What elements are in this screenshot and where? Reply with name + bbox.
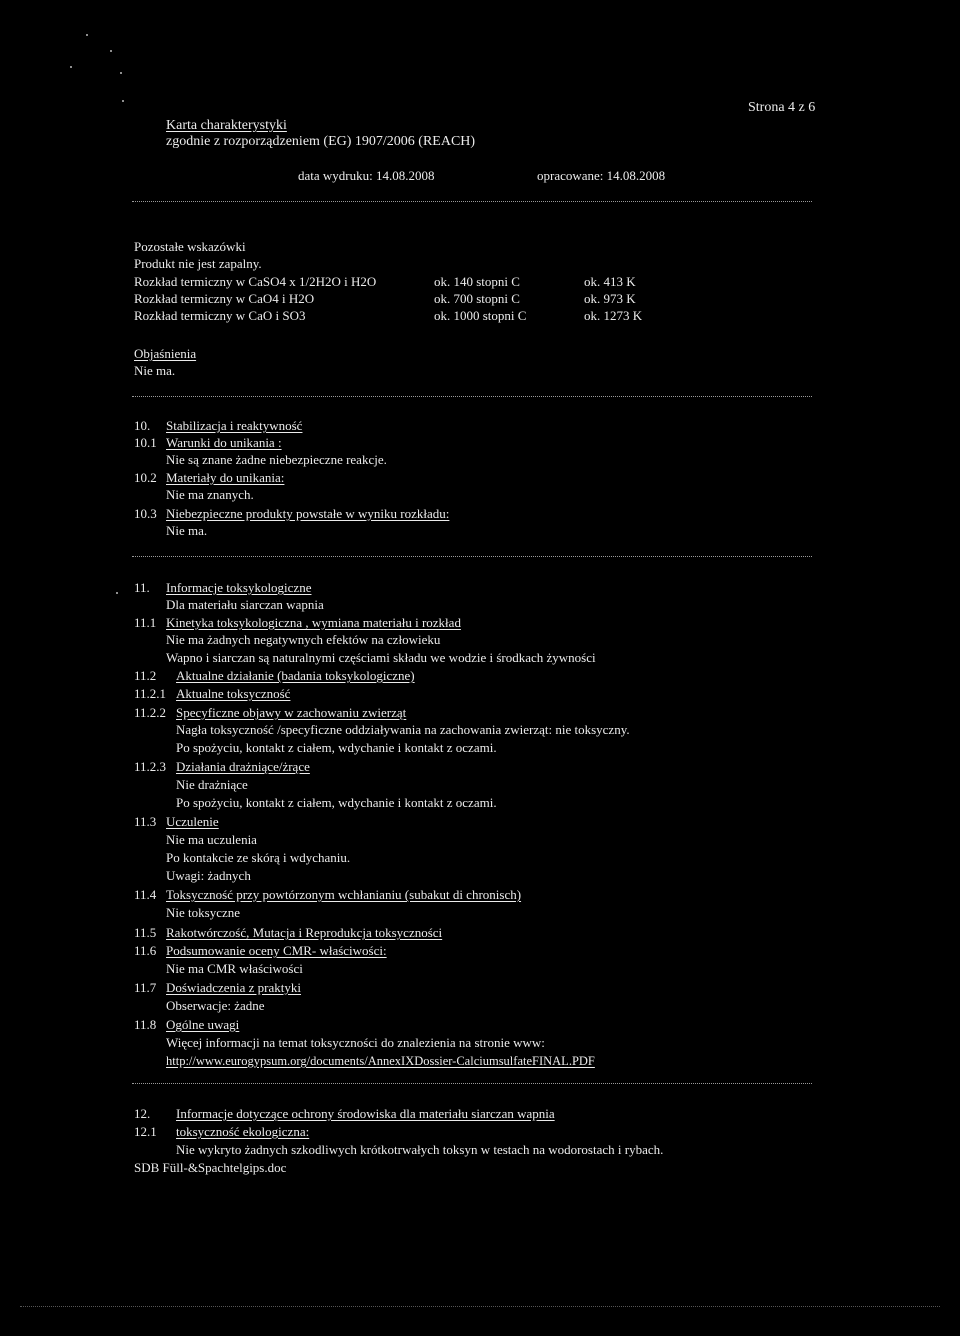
section-11-4-number: 11.4 xyxy=(134,887,157,902)
section-11-8-text: Więcej informacji na temat toksyczności do znalezienia na stronie www: xyxy=(166,1035,545,1050)
section-11-2-2-number: 11.2.2 xyxy=(134,705,167,720)
document-reference: SDB Füll-&Spachtelgips.doc xyxy=(134,1160,287,1175)
section-11-2-3-number: 11.2.3 xyxy=(134,759,167,774)
section-11-7-number: 11.7 xyxy=(134,980,157,995)
section-10-2-number: 10.2 xyxy=(134,470,157,485)
section-11-2-1-number: 11.2.1 xyxy=(134,686,167,701)
section-11-3-text: Nie ma uczulenia xyxy=(166,832,257,847)
section-11-6-title: Podsumowanie oceny CMR- właściwości: xyxy=(166,943,387,958)
section-10-3-number: 10.3 xyxy=(134,506,157,521)
scan-speck xyxy=(122,100,124,102)
divider xyxy=(132,1083,812,1084)
section-11-1-text: Nie ma żadnych negatywnych efektów na człowieku xyxy=(166,632,441,647)
document-title: Karta charakterystyki xyxy=(166,118,287,133)
section-11-3-number: 11.3 xyxy=(134,814,157,829)
section-11-intro: Dla materiału siarczan wapnia xyxy=(166,597,324,612)
notes-heading: Objaśnienia xyxy=(134,346,197,361)
section-11-1-number: 11.1 xyxy=(134,615,157,630)
section-12-1-title: toksyczność ekologiczna: xyxy=(176,1124,310,1139)
section-11-2-3-text: Nie drażniące xyxy=(176,777,248,792)
section-11-2-3-title: Działania drażniące/żrące xyxy=(176,759,310,774)
decomposition-label: Rozkład termiczny w CaSO4 x 1/2H2O i H2O xyxy=(134,274,377,289)
section-11-2-2-text: Nagła toksyczność /specyficzne oddziaływania na zachowania zwierząt: nie toksyczny. xyxy=(176,722,630,737)
section-10-3-text: Nie ma. xyxy=(166,523,208,538)
section-10-1-number: 10.1 xyxy=(134,435,157,450)
section-11-2-title: Aktualne działanie (badania toksykologiczne) xyxy=(176,668,415,683)
decomposition-temp-c: ok. 700 stopni C xyxy=(434,291,520,306)
page-number: Strona 4 z 6 xyxy=(748,100,816,115)
section-10-1-text: Nie są znane żadne niebezpieczne reakcje. xyxy=(166,452,387,467)
scan-speck xyxy=(116,592,118,594)
notes-value: Nie ma. xyxy=(134,363,176,378)
section-12-1-text: Nie wykryto żadnych szkodliwych krótkotrwałych toksyn w testach na wodorostach i rybach. xyxy=(176,1142,664,1157)
section-10-2-text: Nie ma znanych. xyxy=(166,487,254,502)
decomposition-temp-c: ok. 1000 stopni C xyxy=(434,308,527,323)
prepared-date: opracowane: 14.08.2008 xyxy=(537,168,666,183)
section-12-title: Informacje dotyczące ochrony środowiska dla materiału siarczan wapnia xyxy=(176,1106,555,1121)
decomposition-temp-k: ok. 1273 K xyxy=(584,308,643,323)
section-11-title: Informacje toksykologiczne xyxy=(166,580,312,595)
section-11-5-number: 11.5 xyxy=(134,925,157,940)
decomposition-label: Rozkład termiczny w CaO i SO3 xyxy=(134,308,306,323)
section-11-6-text: Nie ma CMR właściwości xyxy=(166,961,303,976)
decomposition-temp-k: ok. 413 K xyxy=(584,274,636,289)
section-11-7-text: Obserwacje: żadne xyxy=(166,998,265,1013)
section-12-number: 12. xyxy=(134,1106,151,1121)
section-11-1-text: Wapno i siarczan są naturalnymi częściami składu we wodzie i środkach żywności xyxy=(166,650,596,665)
section-11-number: 11. xyxy=(134,580,150,595)
section-11-3-text: Uwagi: żadnych xyxy=(166,868,251,883)
section-11-2-2-title: Specyficzne objawy w zachowaniu zwierząt xyxy=(176,705,407,720)
section-11-2-3-text: Po spożyciu, kontakt z ciałem, wdychanie i kontakt z oczami. xyxy=(176,795,497,810)
print-date: data wydruku: 14.08.2008 xyxy=(298,168,435,183)
section-12-1-number: 12.1 xyxy=(134,1124,157,1139)
other-remarks-heading: Pozostałe wskazówki xyxy=(134,239,246,254)
document-subtitle: zgodnie z rozporządzeniem (EG) 1907/2006 (REACH) xyxy=(166,134,476,149)
section-10-3-title: Niebezpieczne produkty powstałe w wyniku rozkładu: xyxy=(166,506,450,521)
section-11-2-2-text: Po spożyciu, kontakt z ciałem, wdychanie i kontakt z oczami. xyxy=(176,740,497,755)
section-11-4-text: Nie toksyczne xyxy=(166,905,241,920)
section-11-3-title: Uczulenie xyxy=(166,814,219,829)
section-11-5-title: Rakotwórczość, Mutacja i Reprodukcja toksyczności xyxy=(166,925,443,940)
section-11-8-number: 11.8 xyxy=(134,1017,157,1032)
section-10-2-title: Materiały do unikania: xyxy=(166,470,285,485)
scan-speck xyxy=(110,50,112,52)
section-11-7-title: Doświadczenia z praktyki xyxy=(166,980,302,995)
section-11-2-1-title: Aktualne toksyczność xyxy=(176,686,291,701)
section-11-8-title: Ogólne uwagi xyxy=(166,1017,240,1032)
section-10-number: 10. xyxy=(134,418,151,433)
section-11-4-title: Toksyczność przy powtórzonym wchłanianiu (subakut di chronisch) xyxy=(166,887,522,902)
section-11-1-title: Kinetyka toksykologiczna , wymiana materiału i rozkład xyxy=(166,615,461,630)
divider xyxy=(132,556,812,557)
decomposition-label: Rozkład termiczny w CaO4 i H2O xyxy=(134,291,315,306)
bottom-edge-noise xyxy=(20,1306,940,1307)
scan-speck xyxy=(86,34,88,36)
divider xyxy=(132,201,812,202)
eurogypsum-link[interactable]: http://www.eurogypsum.org/documents/AnnexIXDossier-CalciumsulfateFINAL.PDF xyxy=(166,1054,595,1068)
section-10-title: Stabilizacja i reaktywność xyxy=(166,418,303,433)
section-11-3-text: Po kontakcie ze skórą i wdychaniu. xyxy=(166,850,351,865)
section-11-2-number: 11.2 xyxy=(134,668,157,683)
other-remarks-text: Produkt nie jest zapalny. xyxy=(134,256,262,271)
divider xyxy=(132,396,812,397)
section-10-1-title: Warunki do unikania : xyxy=(166,435,282,450)
scan-speck xyxy=(120,72,122,74)
decomposition-temp-c: ok. 140 stopni C xyxy=(434,274,520,289)
scan-speck xyxy=(70,66,72,68)
decomposition-temp-k: ok. 973 K xyxy=(584,291,636,306)
section-11-6-number: 11.6 xyxy=(134,943,157,958)
